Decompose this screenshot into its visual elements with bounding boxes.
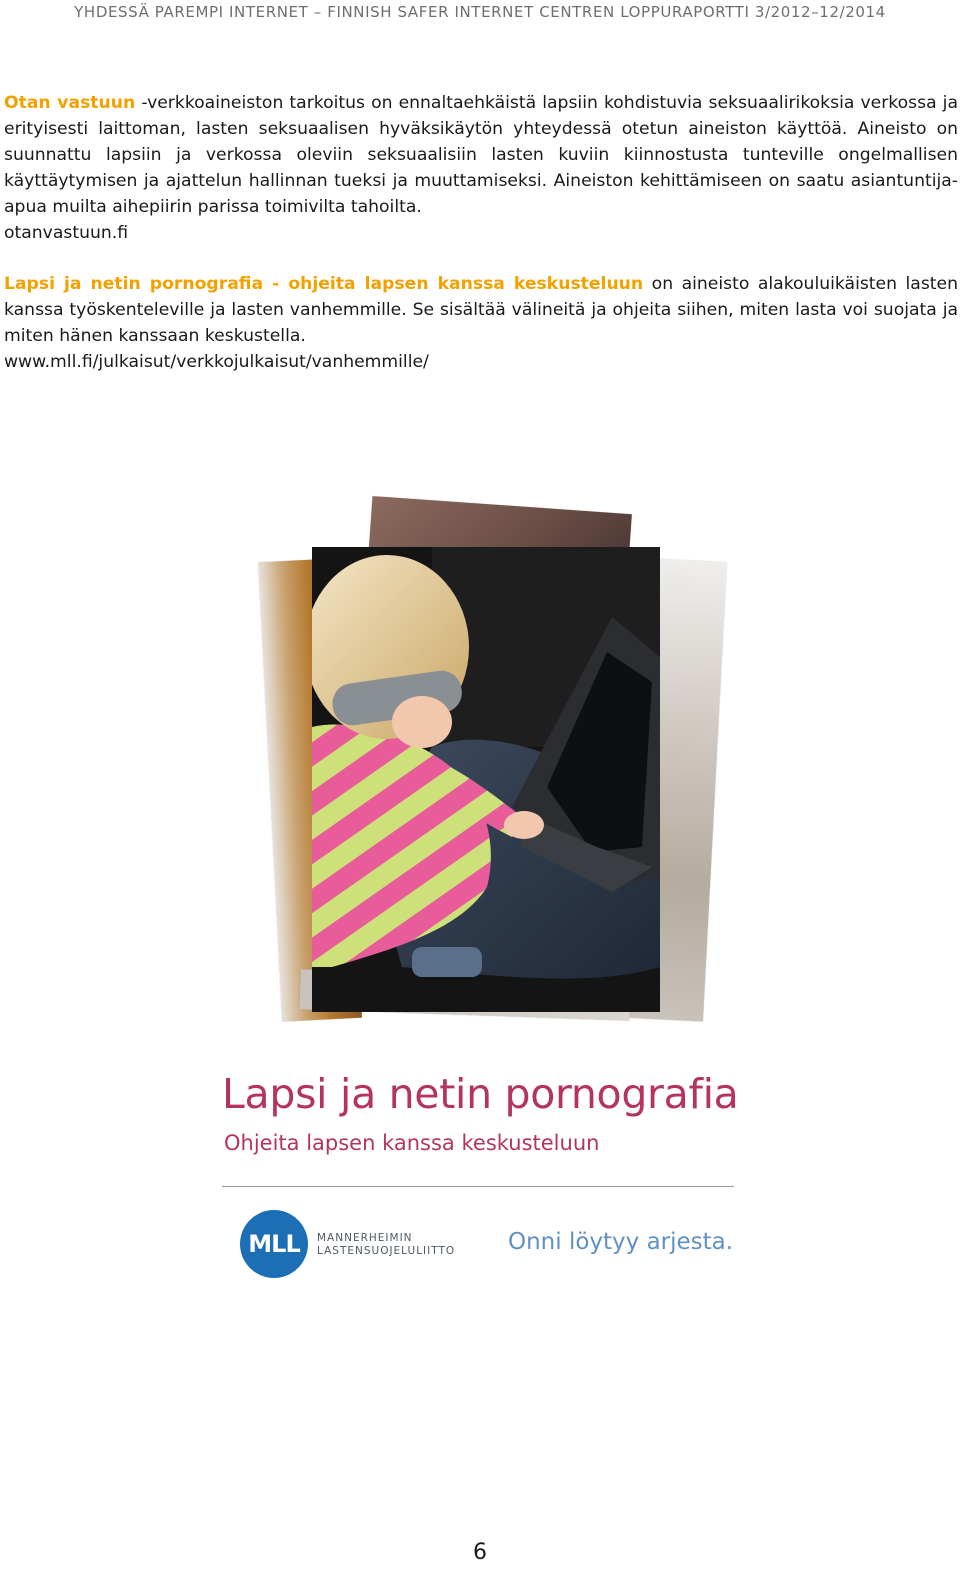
paragraph-text: -verkkoaineiston tarkoitus on ennaltaehkäistä lapsiin kohdistuvia seksuaalirikoksia verkossa ja erityisesti laittoman, lasten seksuaalisen hyväksikäytön yhteydessä otetun aineiston käyttöä. Aineisto on suunnattu lapsiin ja verkossa oleviin seksuaalisiin lasten kuviin kiinnostusta tunteville ongelmallisen käyttäytymisen ja ajattelun hallinnan tueksi ja muuttamiseksi. Aineiston kehittämiseen on saatu asiantuntija-apua muilta aihepiirin parissa toimivilta tahoilta. <box>4 93 958 217</box>
paragraph-highlight: Lapsi ja netin pornografia - ohjeita lapsen kanssa keskusteluun <box>4 274 644 294</box>
brochure-photo-collage <box>260 495 730 1035</box>
paragraph-lapsi-ja-netin <box>4 271 958 375</box>
paragraph-link[interactable]: www.mll.fi/julkaisut/verkkojulkaisut/vanhemmille/ <box>4 352 429 372</box>
brochure-subtitle: Ohjeita lapsen kanssa keskusteluun <box>224 1131 600 1155</box>
paragraph-text: on aineisto alakouluikäisten lasten kanssa työskenteleville ja lasten vanhemmille. Se sisältää välineitä ja ohjeita siihen, miten lasta voi suojata ja miten hänen kanssaan keskustella. <box>4 274 958 346</box>
divider <box>222 1186 734 1187</box>
paragraph-link[interactable]: otanvastuun.fi <box>4 223 129 243</box>
organization-name-line2: LASTENSUOJELULIITTO <box>317 1245 456 1257</box>
organization-name-line1: MANNERHEIMIN <box>317 1232 413 1244</box>
brochure-title: Lapsi ja netin pornografia <box>222 1070 739 1118</box>
running-header: YHDESSÄ PAREMPI INTERNET – FINNISH SAFER INTERNET CENTREN LOPPURAPORTTI 3/2012–12/2014 <box>74 3 886 21</box>
slogan: Onni löytyy arjesta. <box>508 1229 734 1255</box>
paragraph-highlight: Otan vastuun <box>4 93 136 113</box>
paragraph-otan-vastuun <box>4 90 958 246</box>
child-with-phone-and-laptop-photo <box>312 547 660 1012</box>
organization-name <box>317 1232 455 1258</box>
mll-logo: MLL <box>240 1210 308 1278</box>
page-number: 6 <box>473 1540 487 1565</box>
photo-illustration <box>312 547 660 1012</box>
